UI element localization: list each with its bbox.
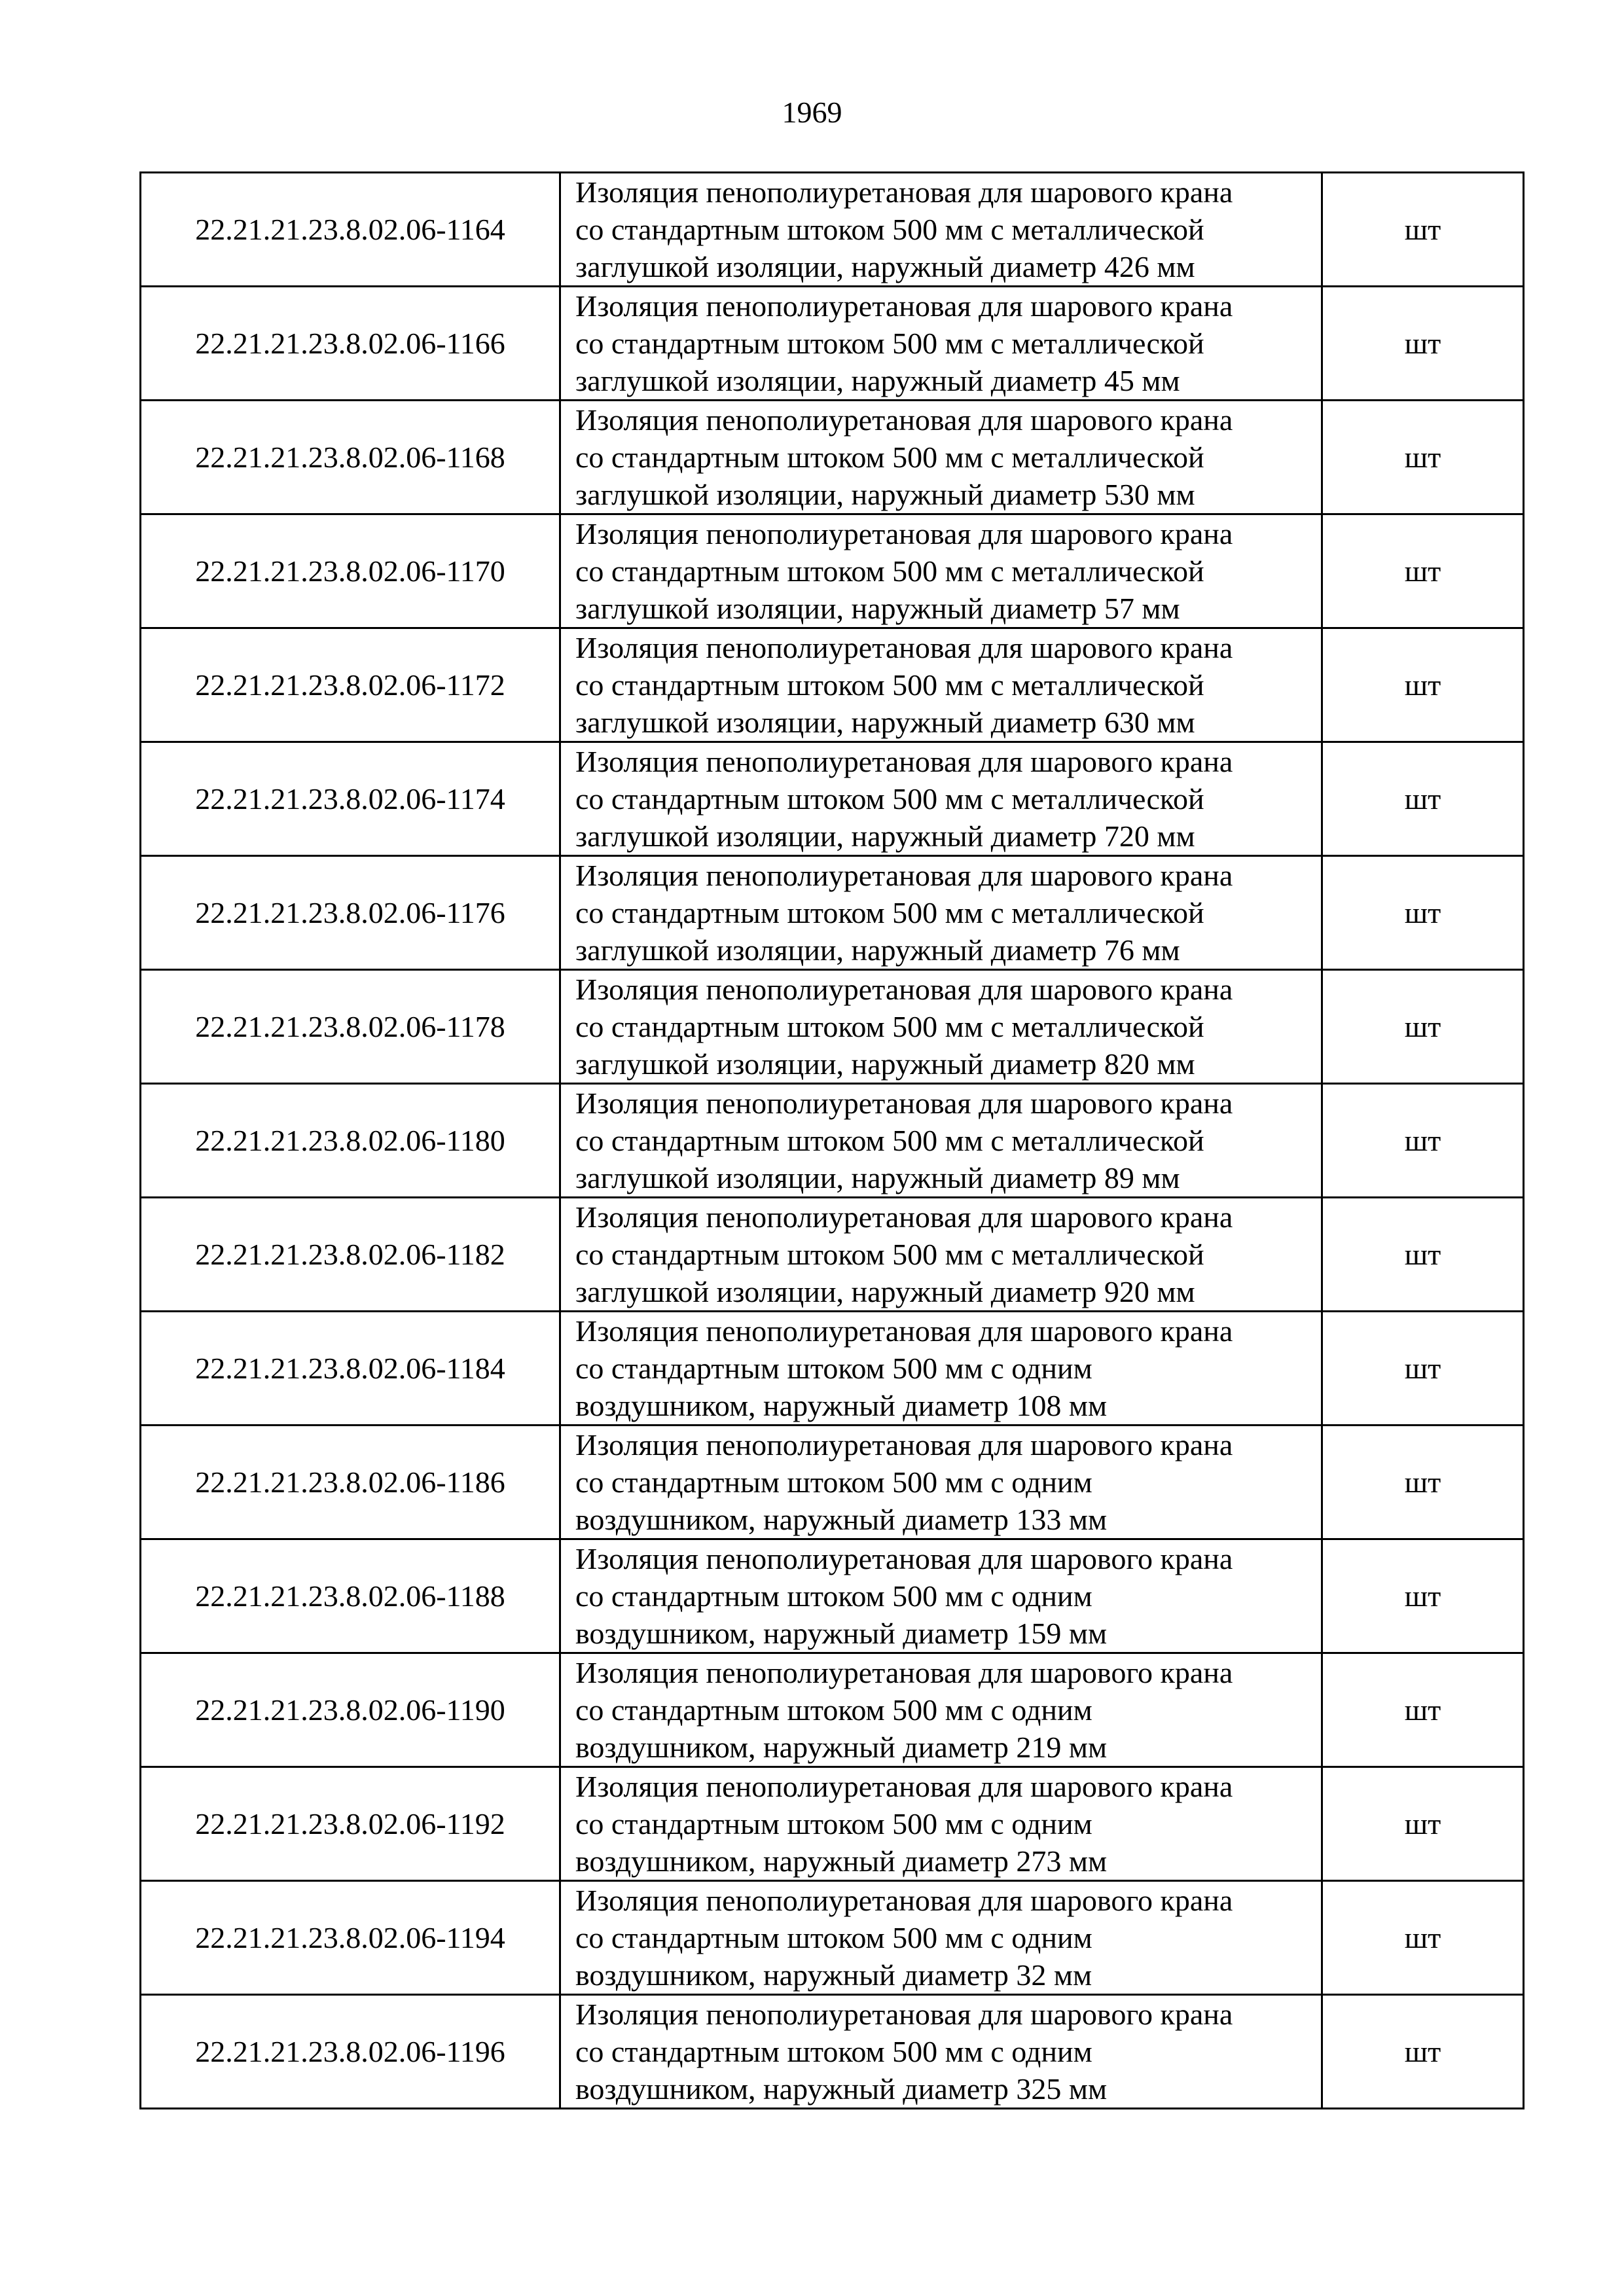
table-row [141,742,1524,856]
table-row [141,1767,1524,1881]
item-description-line: со стандартным штоком 500 мм с одним [575,1693,1092,1727]
table-row [141,514,1524,628]
item-unit-cell: шт [1322,1995,1524,2109]
item-unit-cell: шт [1322,1426,1524,1539]
item-description-line: заглушкой изоляции, наружный диаметр 920 мм [575,1275,1195,1308]
item-description-line: со стандартным штоком 500 мм с одним [575,1579,1092,1613]
item-code-cell: 22.21.21.23.8.02.06-1170 [141,514,560,628]
table-row [141,287,1524,401]
items-table [139,171,1525,2109]
item-code-cell: 22.21.21.23.8.02.06-1180 [141,1084,560,1198]
item-description-line: со стандартным штоком 500 мм с металлической [575,440,1204,474]
item-unit-cell: шт [1322,628,1524,742]
item-code-cell: 22.21.21.23.8.02.06-1186 [141,1426,560,1539]
table-row [141,1084,1524,1198]
item-code-cell: 22.21.21.23.8.02.06-1194 [141,1881,560,1995]
table-row [141,1881,1524,1995]
items-table-body [141,173,1524,2109]
item-description-line: Изоляция пенополиуретановая для шарового крана [575,1770,1233,1803]
item-code-cell: 22.21.21.23.8.02.06-1166 [141,287,560,401]
item-code-cell: 22.21.21.23.8.02.06-1192 [141,1767,560,1881]
item-description-line: со стандартным штоком 500 мм с одним [575,2035,1092,2068]
item-code-cell: 22.21.21.23.8.02.06-1178 [141,970,560,1084]
item-description-line: Изоляция пенополиуретановая для шарового крана [575,1998,1233,2031]
item-unit-cell: шт [1322,401,1524,514]
table-row [141,1539,1524,1653]
item-unit-cell: шт [1322,1653,1524,1767]
item-description-cell [560,1881,1322,1995]
item-unit-cell: шт [1322,1312,1524,1426]
item-unit-cell: шт [1322,1198,1524,1312]
table-row [141,1312,1524,1426]
item-code-cell: 22.21.21.23.8.02.06-1190 [141,1653,560,1767]
table-row [141,1653,1524,1767]
item-description-line: Изоляция пенополиуретановая для шарового крана [575,289,1233,323]
item-code-cell: 22.21.21.23.8.02.06-1196 [141,1995,560,2109]
item-unit-cell: шт [1322,856,1524,970]
table-row [141,1198,1524,1312]
item-description-line: Изоляция пенополиуретановая для шарового крана [575,745,1233,778]
item-description-cell [560,1653,1322,1767]
item-description-line: со стандартным штоком 500 мм с металлической [575,554,1204,588]
item-description-line: со стандартным штоком 500 мм с металлической [575,1010,1204,1043]
item-description-line: заглушкой изоляции, наружный диаметр 89 мм [575,1161,1180,1194]
item-description-cell [560,173,1322,287]
item-unit-cell: шт [1322,287,1524,401]
item-description-line: со стандартным штоком 500 мм с металлической [575,1124,1204,1157]
item-description-cell [560,970,1322,1084]
item-description-line: Изоляция пенополиуретановая для шарового крана [575,1428,1233,1462]
item-description-line: Изоляция пенополиуретановая для шарового крана [575,631,1233,664]
item-description-line: заглушкой изоляции, наружный диаметр 820 мм [575,1047,1195,1081]
item-description-cell [560,628,1322,742]
item-description-cell [560,1084,1322,1198]
item-description-line: Изоляция пенополиуретановая для шарового крана [575,1200,1233,1234]
item-code-cell: 22.21.21.23.8.02.06-1176 [141,856,560,970]
item-description-line: Изоляция пенополиуретановая для шарового крана [575,1314,1233,1348]
item-description-line: со стандартным штоком 500 мм с металлической [575,782,1204,816]
page-number: 1969 [782,96,842,129]
item-description-line: воздушником, наружный диаметр 32 мм [575,1958,1092,1992]
item-code-cell: 22.21.21.23.8.02.06-1174 [141,742,560,856]
item-description-line: заглушкой изоляции, наружный диаметр 426 мм [575,250,1195,283]
item-description-line: Изоляция пенополиуретановая для шарового крана [575,1542,1233,1575]
item-description-cell [560,1539,1322,1653]
item-unit-cell: шт [1322,1881,1524,1995]
item-description-line: со стандартным штоком 500 мм с одним [575,1352,1092,1385]
item-description-line: Изоляция пенополиуретановая для шарового крана [575,1884,1233,1917]
item-description-line: заглушкой изоляции, наружный диаметр 630 мм [575,706,1195,739]
item-description-cell [560,742,1322,856]
table-row [141,628,1524,742]
item-description-cell [560,287,1322,401]
item-description-line: заглушкой изоляции, наружный диаметр 720 мм [575,819,1195,853]
item-description-line: со стандартным штоком 500 мм с металлической [575,327,1204,360]
table-row [141,1995,1524,2109]
item-description-line: воздушником, наружный диаметр 273 мм [575,1844,1108,1878]
item-description-line: воздушником, наружный диаметр 219 мм [575,1731,1108,1764]
item-description-cell [560,1312,1322,1426]
item-unit-cell: шт [1322,173,1524,287]
item-code-cell: 22.21.21.23.8.02.06-1172 [141,628,560,742]
item-description-line: со стандартным штоком 500 мм с металлической [575,896,1204,929]
table-row [141,401,1524,514]
item-code-cell: 22.21.21.23.8.02.06-1184 [141,1312,560,1426]
item-description-line: Изоляция пенополиуретановая для шарового крана [575,1656,1233,1689]
item-description-line: заглушкой изоляции, наружный диаметр 57 мм [575,592,1180,625]
item-description-line: со стандартным штоком 500 мм с металлической [575,668,1204,702]
item-description-line: со стандартным штоком 500 мм с одним [575,1921,1092,1954]
item-description-line: со стандартным штоком 500 мм с металлической [575,1238,1204,1271]
item-description-cell [560,1767,1322,1881]
table-row [141,856,1524,970]
item-description-line: Изоляция пенополиуретановая для шарового крана [575,403,1233,437]
item-description-cell [560,856,1322,970]
item-unit-cell: шт [1322,1539,1524,1653]
item-description-line: заглушкой изоляции, наружный диаметр 76 мм [575,933,1180,967]
item-description-line: заглушкой изоляции, наружный диаметр 530 мм [575,478,1195,511]
item-description-line: воздушником, наружный диаметр 108 мм [575,1389,1108,1422]
item-unit-cell: шт [1322,970,1524,1084]
item-code-cell: 22.21.21.23.8.02.06-1182 [141,1198,560,1312]
item-description-line: воздушником, наружный диаметр 133 мм [575,1503,1108,1536]
item-description-line: Изоляция пенополиуретановая для шарового крана [575,517,1233,550]
item-description-cell [560,1426,1322,1539]
item-description-cell [560,514,1322,628]
item-description-line: со стандартным штоком 500 мм с металлической [575,213,1204,246]
item-description-line: Изоляция пенополиуретановая для шарового крана [575,859,1233,892]
item-unit-cell: шт [1322,742,1524,856]
item-code-cell: 22.21.21.23.8.02.06-1168 [141,401,560,514]
item-description-cell [560,1198,1322,1312]
table-row [141,970,1524,1084]
item-description-line: воздушником, наружный диаметр 325 мм [575,2072,1108,2106]
item-description-line: Изоляция пенополиуретановая для шарового крана [575,175,1233,209]
item-unit-cell: шт [1322,1084,1524,1198]
item-description-cell [560,1995,1322,2109]
item-description-line: заглушкой изоляции, наружный диаметр 45 мм [575,364,1180,397]
item-code-cell: 22.21.21.23.8.02.06-1164 [141,173,560,287]
item-unit-cell: шт [1322,1767,1524,1881]
table-row [141,1426,1524,1539]
item-description-line: Изоляция пенополиуретановая для шарового крана [575,1086,1233,1120]
item-description-cell [560,401,1322,514]
table-row [141,173,1524,287]
item-code-cell: 22.21.21.23.8.02.06-1188 [141,1539,560,1653]
item-description-line: со стандартным штоком 500 мм с одним [575,1465,1092,1499]
item-description-line: Изоляция пенополиуретановая для шарового крана [575,973,1233,1006]
item-description-line: со стандартным штоком 500 мм с одним [575,1807,1092,1840]
item-unit-cell: шт [1322,514,1524,628]
item-description-line: воздушником, наружный диаметр 159 мм [575,1617,1108,1650]
